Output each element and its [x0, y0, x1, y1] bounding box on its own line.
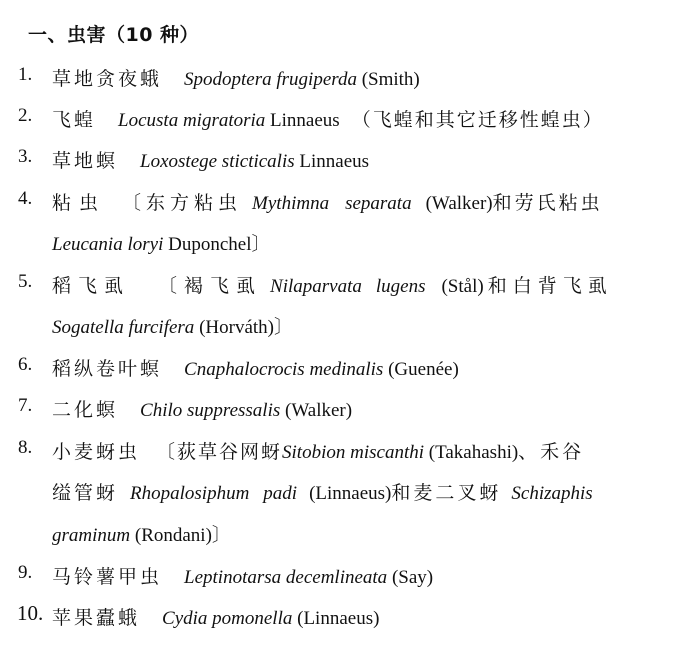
scientific-name: Leptinotarsa decemlineata [184, 567, 388, 588]
item-number: 5. [18, 271, 33, 292]
item-number: 9. [18, 562, 33, 583]
item-number: 7. [18, 395, 33, 416]
item-number: 6. [18, 354, 33, 375]
scientific-name: separata [345, 193, 412, 214]
scientific-name: Schizaphis [511, 483, 593, 504]
common-name: 草地螟 [52, 151, 119, 172]
common-name: 二化螟 [52, 400, 119, 421]
scientific-name: padi [263, 483, 298, 504]
common-name: 缢管蚜 [52, 483, 119, 504]
author: (Linnaeus) [309, 483, 392, 504]
item-line [52, 188, 603, 215]
common-name: 粘虫 [52, 193, 107, 214]
bracket-text: 〔东方粘虫 [122, 193, 243, 214]
item-line [52, 105, 604, 132]
item-number: 2. [18, 105, 33, 126]
item-line [52, 395, 352, 422]
scientific-name: Sogatella furcifera [52, 317, 195, 338]
item-line [52, 562, 433, 589]
scientific-name: Chilo suppressalis [140, 400, 281, 421]
common-name: 苹果蠹蛾 [52, 608, 141, 629]
common-name: 小麦蚜虫 [52, 442, 141, 463]
item-line [52, 64, 420, 91]
item-line [52, 520, 231, 547]
scientific-name: Spodoptera frugiperda [184, 69, 357, 90]
scientific-name: Leucania loryi [52, 234, 164, 255]
author: Linnaeus [270, 110, 340, 131]
common-name: 马铃薯甲虫 [52, 567, 163, 588]
common-name: 草地贪夜蛾 [52, 69, 163, 90]
scientific-name: Mythimna [252, 193, 330, 214]
author: (Rondani)〕 [134, 525, 231, 546]
common-name: 稻纵卷叶螟 [52, 359, 163, 380]
section-heading: 一、虫害（10 种） [28, 24, 200, 46]
connector-text: 、禾谷 [518, 442, 585, 463]
item-line [52, 312, 293, 339]
connector-text: 和劳氏粘虫 [492, 193, 603, 214]
author: (Stål) [441, 276, 484, 297]
item-line [52, 478, 593, 505]
scientific-name: Nilaparvata [270, 276, 362, 297]
item-number: 10. [17, 601, 44, 625]
author: (Walker) [285, 400, 353, 421]
scientific-name: Cnaphalocrocis medinalis [184, 359, 384, 380]
item-line [52, 437, 584, 464]
scientific-name: Locusta migratoria [118, 110, 266, 131]
item-number: 4. [18, 188, 33, 209]
author: (Walker) [425, 193, 493, 214]
item-line [52, 354, 459, 381]
scientific-name: Rhopalosiphum [130, 483, 250, 504]
author: (Takahashi) [428, 442, 519, 463]
author: (Guenée) [388, 359, 459, 380]
item-line [52, 603, 379, 630]
item-line [52, 146, 369, 173]
author: (Horváth)〕 [199, 317, 293, 338]
scientific-name: graminum [52, 525, 131, 546]
item-line [52, 271, 613, 298]
item-number: 8. [18, 437, 33, 458]
author: (Say) [391, 567, 434, 588]
note: （飞蝗和其它迁移性蝗虫） [351, 110, 604, 131]
scientific-name: Sitobion miscanthi [282, 442, 425, 463]
connector-text: 和白背飞虱 [487, 276, 613, 297]
author: (Smith) [361, 69, 420, 90]
author: (Linnaeus) [297, 608, 380, 629]
scientific-name: Loxostege sticticalis [140, 151, 295, 172]
common-name: 飞蝗 [52, 110, 97, 131]
author: Duponchel〕 [168, 234, 271, 255]
scientific-name: Cydia pomonella [162, 608, 293, 629]
connector-text: 和麦二叉蚜 [391, 483, 502, 504]
item-number: 1. [18, 64, 33, 85]
common-name: 稻飞虱 [52, 276, 131, 297]
item-line [52, 229, 270, 256]
scientific-name: lugens [375, 276, 426, 297]
bracket-text: 〔褐飞虱 [158, 276, 263, 297]
item-number: 3. [18, 146, 33, 167]
author: Linnaeus [299, 151, 370, 172]
bracket-text: 〔荻草谷网蚜 [156, 442, 283, 463]
